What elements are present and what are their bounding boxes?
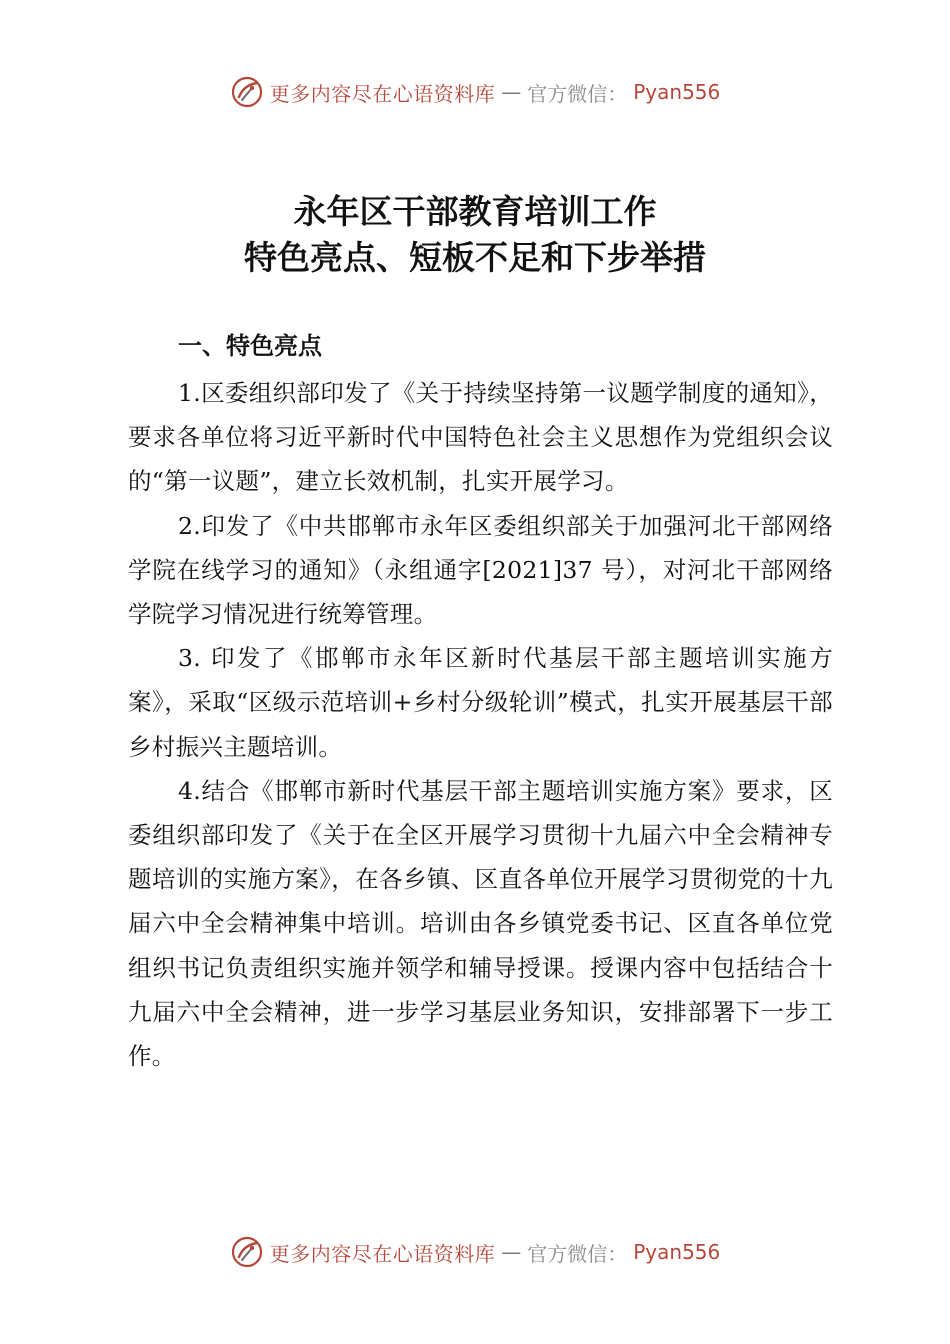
banner-wechat-id: Pyan556 [633,80,721,104]
paragraph-1: 1.区委组织部印发了《关于持续坚持第一议题学制度的通知》，要求各单位将习近平新时代中国特色社会主义思想作为党组织会议的“第一议题”，建立长效机制，扎实开展学习。 [128,379,833,496]
header-banner [0,72,950,112]
banner-text: 更多内容尽在心语资料库 [269,1241,496,1266]
brand-logo-icon [230,75,264,109]
banner-dash: — [501,1240,522,1264]
paragraph-3: 3. 印发了《邯郸市永年区新时代基层干部主题培训实施方案》，采取“区级示范培训+乡村分级轮训”模式，扎实开展基层干部乡村振兴主题培训。 [128,644,833,761]
section-heading: 一、特色亮点 [178,332,322,360]
banner-wechat-id: Pyan556 [633,1240,721,1264]
banner-text: 更多内容尽在心语资料库 [269,81,496,106]
banner-dash: — [501,80,522,104]
banner-wechat-label: 官方微信： [527,1241,628,1266]
brand-logo-icon [230,1235,264,1269]
paragraph-4: 4.结合《邯郸市新时代基层干部主题培训实施方案》要求，区委组织部印发了《关于在全区开展学习贯彻十九届六中全会精神专题培训的实施方案》，在各乡镇、区直各单位开展学习贯彻党的十九届六中全会精神集中培训。培训由各乡镇党委书记、区直各单位党组织书记负责组织实施并领学和辅导授课。授课内容中包括结合十九届六中全会精神，进一步学习基层业务知识，安排部署下一步工作。 [128,776,833,1071]
banner-wechat-label: 官方微信： [527,81,628,106]
document-title-line1: 永年区干部教育培训工作 [293,192,657,231]
document-body [128,371,833,1078]
paragraph-2: 2.印发了《中共邯郸市永年区委组织部关于加强河北干部网络学院在线学习的通知》（永组通字[2021]37 号），对河北干部网络学院学习情况进行统筹管理。 [128,511,833,629]
footer-banner [0,1232,950,1272]
document-title-line2: 特色亮点、短板不足和下步举措 [244,238,706,277]
